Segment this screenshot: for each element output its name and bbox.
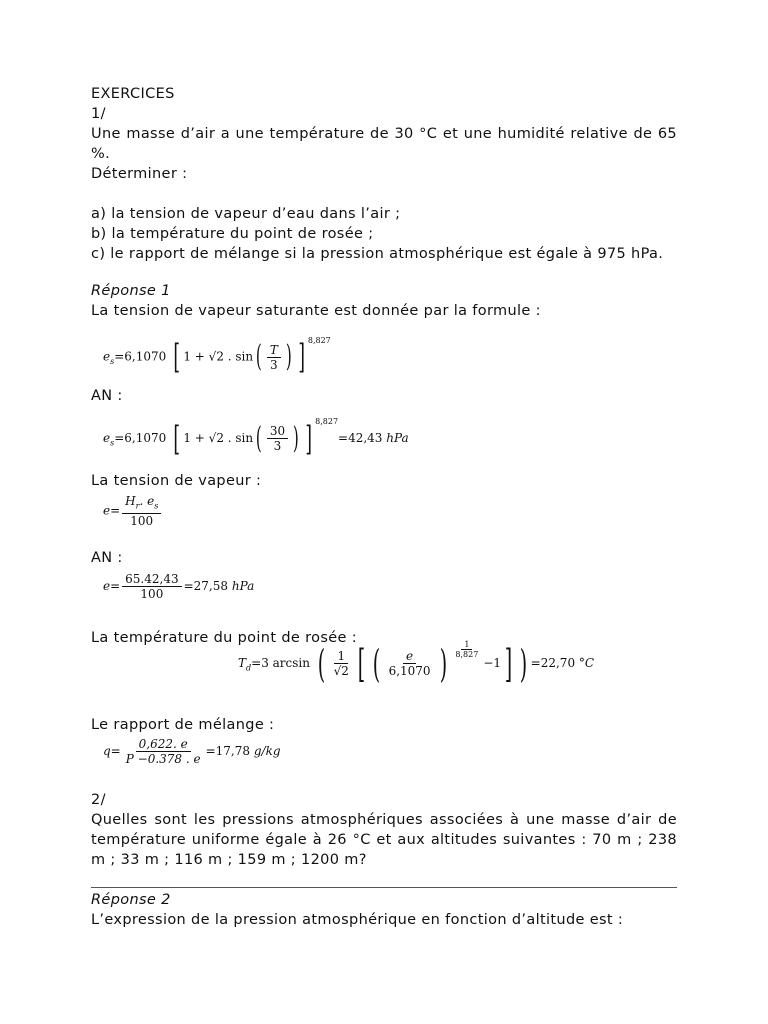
- exercise-2-statement: Quelles sont les pressions atmosphériques associées à une masse d’air de température uniforme égale à 26 °C et aux altitudes suivantes : 70 m ; 238 m ; 33 m ; 116 m ; 159 m ; 1200 m?: [91, 812, 677, 868]
- exercise-1-item-a: a) la tension de vapeur d’eau dans l’air ;: [91, 206, 401, 222]
- mixing-ratio-label: Le rapport de mélange :: [91, 717, 275, 733]
- fraction: $\frac{65.42,43}{100}$: [122, 572, 181, 601]
- response-1-intro: La tension de vapeur saturante est donnée par la formule :: [91, 303, 541, 319]
- exercise-1-item-b: b) la température du point de rosée ;: [91, 226, 374, 242]
- application-label-2: AN :: [91, 550, 123, 566]
- fraction: $\frac{H_r. e_s}{100}$: [122, 494, 161, 528]
- exercise-1-number: 1/: [91, 106, 106, 122]
- response-2-intro: L’expression de la pression atmosphérique en fonction d’altitude est :: [91, 912, 624, 928]
- exercise-1-item-c: c) le rapport de mélange si la pression atmosphérique est égale à 975 hPa.: [91, 246, 664, 262]
- fraction: $\frac{0,622. e}{P -0.378 . e}$: [125, 737, 201, 766]
- response-2-title: Réponse 2: [91, 892, 171, 908]
- formula-dew-point: $T_d=3$ arcsin ( $\frac{1}{√2}$ [ ( $\frac{e}{6,1070}$ ) $\frac{1}{8,827}$ −1] ) =22,70 °C: [238, 640, 595, 686]
- fraction: $\frac{e}{6,1070}$: [388, 649, 431, 678]
- exercise-1-statement: Une masse d’air a une température de 30 °C et une humidité relative de 65 %.: [91, 126, 677, 162]
- application-label-1: AN :: [91, 388, 123, 404]
- formula-vapour-pressure: e= $\frac{H_r. e_s}{100}$: [103, 494, 163, 528]
- heading-exercices: EXERCICES: [91, 86, 175, 102]
- formula-saturation-pressure: $e_s=6,1070$ [ 1 + √2 . sin( $\frac{T}{3}$ ) ] $^{8,827}$: [103, 335, 331, 377]
- formula-mixing-ratio: q= $\frac{0,622. e}{P -0.378 . e}$ =17,78 g/kg: [103, 737, 281, 766]
- exercise-1-prompt: Déterminer :: [91, 166, 188, 182]
- exponent-fraction: $\frac{1}{8,827}$: [455, 640, 479, 659]
- dew-point-label: La température du point de rosée :: [91, 630, 357, 646]
- formula-saturation-pressure-application: $e_s=6,1070$ [ 1 + √2 . sin( $\frac{30}{3}$ ) ] $^{8,827}$=42,43 hPa: [103, 417, 409, 459]
- formula-vapour-pressure-application: e= $\frac{65.42,43}{100}$ =27,58 hPa: [103, 572, 255, 601]
- fraction: $\frac{30}{3}$: [267, 424, 288, 453]
- horizontal-divider: [91, 887, 677, 888]
- fraction: $\frac{1}{√2}$: [333, 649, 349, 678]
- response-1-title: Réponse 1: [91, 283, 171, 299]
- exercise-2-number: 2/: [91, 792, 106, 808]
- vapour-pressure-label: La tension de vapeur :: [91, 473, 262, 489]
- fraction: $\frac{T}{3}$: [267, 343, 281, 372]
